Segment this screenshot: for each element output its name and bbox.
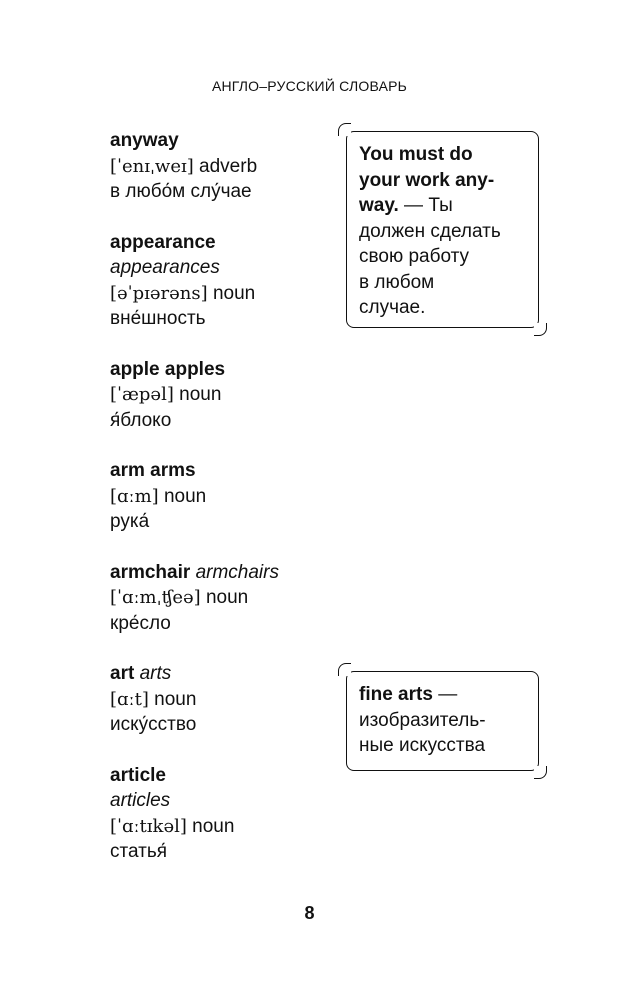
entry-article: [110, 763, 335, 865]
example-bold-part: way.: [359, 195, 399, 216]
transcription: [ˈenɪˌweɪ]: [110, 155, 194, 177]
entry-art: [110, 661, 335, 738]
entry-apple: [110, 357, 335, 434]
example-line: way. — Ты: [359, 195, 453, 216]
translation: кре́сло: [110, 612, 171, 634]
translation: в любо́м слу́чае: [110, 181, 252, 202]
transcription: [əˈpɪərəns]: [110, 282, 208, 304]
example-line: свою работу: [359, 246, 470, 267]
example-line: случае.: [359, 297, 426, 318]
plural-form: appearances: [110, 257, 220, 278]
example-box-fine-arts: [346, 671, 539, 771]
part-of-speech: noun: [212, 282, 256, 304]
example-text: [359, 142, 526, 321]
example-line: You must do: [359, 144, 473, 165]
plural-form: articles: [110, 790, 171, 811]
example-line: должен сделать: [359, 220, 501, 242]
entry-appearance: [110, 230, 335, 332]
page-number: 8: [304, 903, 315, 923]
transcription: [ˈɑːtɪkəl]: [110, 815, 187, 837]
part-of-speech: noun: [154, 688, 197, 710]
part-of-speech: noun: [163, 485, 207, 507]
translation: рука́: [110, 511, 150, 532]
translation: иску́сство: [110, 714, 197, 735]
headword: art: [110, 663, 135, 684]
dictionary-entries: [110, 128, 335, 890]
headword: apple apples: [110, 358, 226, 380]
example-line: ные искусства: [359, 735, 486, 756]
part-of-speech: adverb: [199, 155, 258, 177]
transcription: [ˈæpəl]: [110, 384, 174, 405]
part-of-speech: noun: [205, 587, 249, 608]
running-header: АНГЛО–РУССКИЙ СЛОВАРЬ: [211, 78, 408, 94]
part-of-speech: noun: [179, 384, 222, 405]
example-text: [359, 682, 526, 759]
headword: anyway: [110, 130, 179, 151]
headword: article: [110, 764, 166, 786]
example-bold-part: fine arts: [359, 684, 433, 705]
entry-anyway: [110, 128, 335, 205]
transcription: [ɑːm]: [110, 485, 159, 507]
example-line: your work any-: [359, 169, 495, 191]
plural-form: arts: [139, 663, 172, 684]
plural-form: armchairs: [195, 561, 279, 583]
part-of-speech: noun: [192, 815, 235, 837]
translation: вне́шность: [110, 308, 206, 329]
entry-arm: [110, 458, 335, 535]
headword: armchair: [110, 561, 191, 583]
entry-armchair: [110, 560, 335, 637]
headword: arm arms: [110, 460, 196, 481]
example-line: в любом: [359, 271, 435, 293]
transcription: [ɑːt]: [110, 688, 149, 710]
headword: appearance: [110, 231, 216, 253]
example-line: изобразитель-: [359, 709, 486, 731]
translation: я́блоко: [110, 409, 172, 431]
translation: статья́: [110, 841, 168, 862]
example-box-anyway: [346, 131, 539, 328]
transcription: [ˈɑːmˌʧeə]: [110, 587, 201, 608]
example-line: fine arts —: [359, 684, 458, 705]
